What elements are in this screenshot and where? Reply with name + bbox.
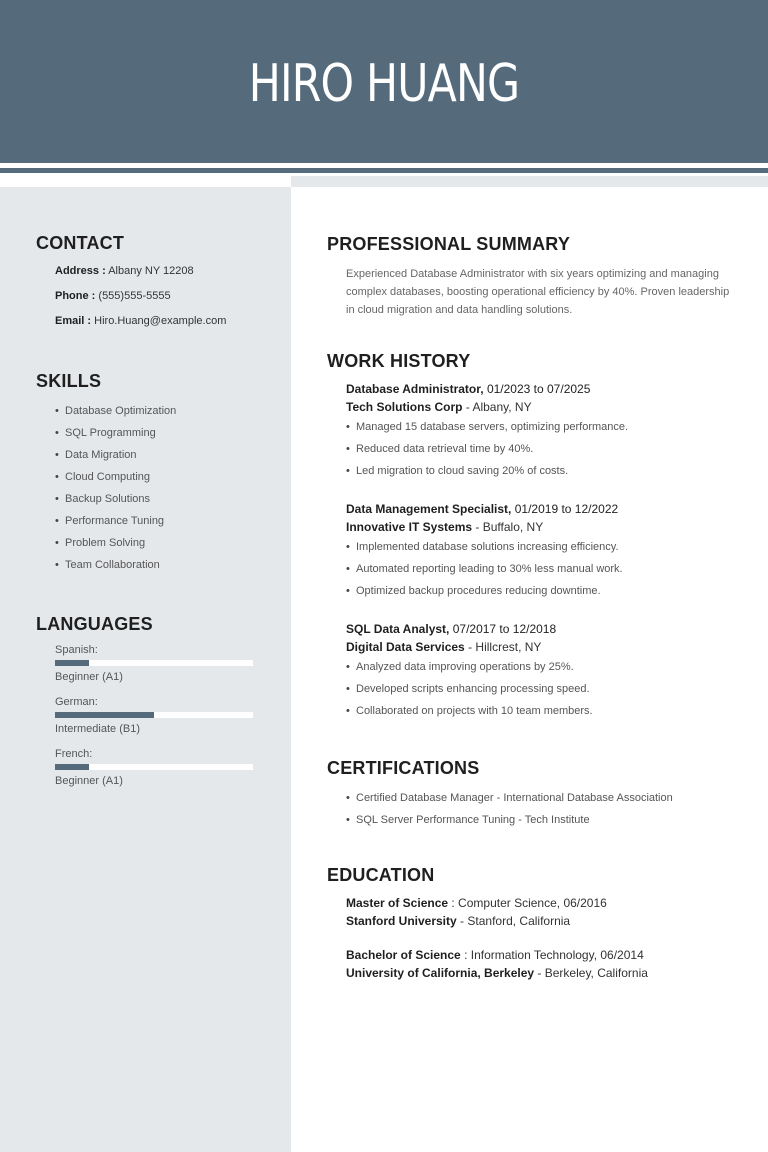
skills-list: [55, 404, 276, 580]
job-dates: 01/2019 to 12/2022: [514, 502, 619, 516]
language-level: Beginner (A1): [55, 775, 123, 787]
job-bullet: • Reduced data retrieval time by 40%.: [346, 442, 737, 464]
contact-address: [55, 264, 276, 289]
languages-heading: LANGUAGES: [36, 614, 153, 634]
job-entry: [346, 380, 737, 486]
certification-item: • Certified Database Manager - International Database Association: [346, 791, 737, 813]
job-location: - Hillcrest, NY: [468, 640, 542, 654]
job-title: Database Administrator,: [346, 382, 484, 396]
summary-heading: PROFESSIONAL SUMMARY: [327, 234, 571, 254]
job-bullets: [346, 540, 737, 606]
language-bar: [55, 764, 253, 770]
skill-item: • Data Migration: [55, 448, 276, 470]
education-degree-line: [346, 946, 737, 964]
certifications-heading: CERTIFICATIONS: [327, 758, 480, 778]
language-item: [55, 695, 253, 736]
languages-list: [55, 643, 253, 788]
skill-item: • Cloud Computing: [55, 470, 276, 492]
education-location: - Stanford, California: [460, 914, 571, 928]
job-company: Innovative IT Systems: [346, 520, 473, 534]
job-bullets: [346, 420, 737, 486]
language-bar-fill: [55, 712, 154, 718]
skill-item: • Problem Solving: [55, 536, 276, 558]
contact-heading: CONTACT: [36, 233, 125, 253]
job-dates: 01/2023 to 07/2025: [486, 382, 591, 396]
header-rule: [0, 168, 768, 173]
education-school-line: [346, 964, 737, 982]
language-bar-fill: [55, 764, 89, 770]
language-name: French:: [55, 748, 93, 760]
education-school: Stanford University: [346, 914, 457, 928]
education-heading: EDUCATION: [327, 865, 435, 885]
language-item: [55, 643, 253, 684]
job-dates: 07/2017 to 12/2018: [452, 622, 557, 636]
job-title-line: [346, 500, 737, 518]
job-bullet: • Developed scripts enhancing processing speed.: [346, 682, 737, 704]
language-item: [55, 747, 253, 788]
job-bullet: • Automated reporting leading to 30% less manual work.: [346, 562, 737, 584]
job-entry: [346, 500, 737, 606]
skill-item: • Backup Solutions: [55, 492, 276, 514]
job-bullets: [346, 660, 737, 726]
education-field: : Computer Science, 06/2016: [451, 896, 607, 910]
email-label: Email :: [55, 315, 92, 327]
job-bullet: • Optimized backup procedures reducing downtime.: [346, 584, 737, 606]
language-bar: [55, 712, 253, 718]
skill-item: • Team Collaboration: [55, 558, 276, 580]
job-company: Tech Solutions Corp: [346, 400, 463, 414]
contact-email: [55, 314, 276, 339]
education-field: : Information Technology, 06/2014: [464, 948, 644, 962]
language-name: German:: [55, 696, 98, 708]
candidate-name: HIRO HUANG: [248, 53, 520, 114]
job-title: SQL Data Analyst,: [346, 622, 450, 636]
education-school-line: [346, 912, 737, 930]
job-location: - Albany, NY: [465, 400, 532, 414]
email-value: Hiro.Huang@example.com: [94, 315, 227, 327]
job-title-line: [346, 620, 737, 638]
language-name: Spanish:: [55, 644, 98, 656]
education-school: University of California, Berkeley: [346, 966, 535, 980]
phone-label: Phone :: [55, 290, 96, 302]
job-title: Data Management Specialist,: [346, 502, 512, 516]
language-bar-fill: [55, 660, 89, 666]
certification-item: • SQL Server Performance Tuning - Tech Institute: [346, 813, 737, 835]
summary-text: Experienced Database Administrator with six years optimizing and managing complex databases, boosting operational efficiency by 40%. Proven leadership in cloud migration and data handling solutions.: [346, 268, 730, 316]
header-banner: [0, 0, 768, 163]
contact-phone: [55, 289, 276, 314]
skill-item: • Database Optimization: [55, 404, 276, 426]
phone-value: (555)555-5555: [98, 290, 171, 302]
work-history-heading: WORK HISTORY: [327, 351, 471, 371]
skill-item: • Performance Tuning: [55, 514, 276, 536]
education-location: - Berkeley, California: [537, 966, 648, 980]
job-bullet: • Managed 15 database servers, optimizing performance.: [346, 420, 737, 442]
education-entry: [346, 946, 737, 982]
job-bullet: • Collaborated on projects with 10 team members.: [346, 704, 737, 726]
job-company: Digital Data Services: [346, 640, 465, 654]
sidebar: [0, 187, 291, 1152]
top-strip: [291, 176, 768, 187]
education-degree-line: [346, 894, 737, 912]
job-bullet: • Analyzed data improving operations by 25%.: [346, 660, 737, 682]
job-bullet: • Implemented database solutions increasing efficiency.: [346, 540, 737, 562]
certifications-list: [346, 791, 737, 835]
job-bullet: • Led migration to cloud saving 20% of costs.: [346, 464, 737, 486]
job-entry: [346, 620, 737, 726]
education-degree: Bachelor of Science: [346, 948, 461, 962]
job-location: - Buffalo, NY: [475, 520, 544, 534]
education-degree: Master of Science: [346, 896, 449, 910]
skills-heading: SKILLS: [36, 371, 102, 391]
job-company-line: [346, 398, 737, 416]
job-company-line: [346, 518, 737, 536]
language-level: Intermediate (B1): [55, 723, 140, 735]
job-title-line: [346, 380, 737, 398]
main-content: [327, 234, 737, 982]
contact-list: [55, 264, 276, 339]
language-level: Beginner (A1): [55, 671, 123, 683]
skill-item: • SQL Programming: [55, 426, 276, 448]
language-bar: [55, 660, 253, 666]
job-company-line: [346, 638, 737, 656]
education-entry: [346, 894, 737, 930]
address-value: Albany NY 12208: [108, 265, 194, 277]
address-label: Address :: [55, 265, 106, 277]
